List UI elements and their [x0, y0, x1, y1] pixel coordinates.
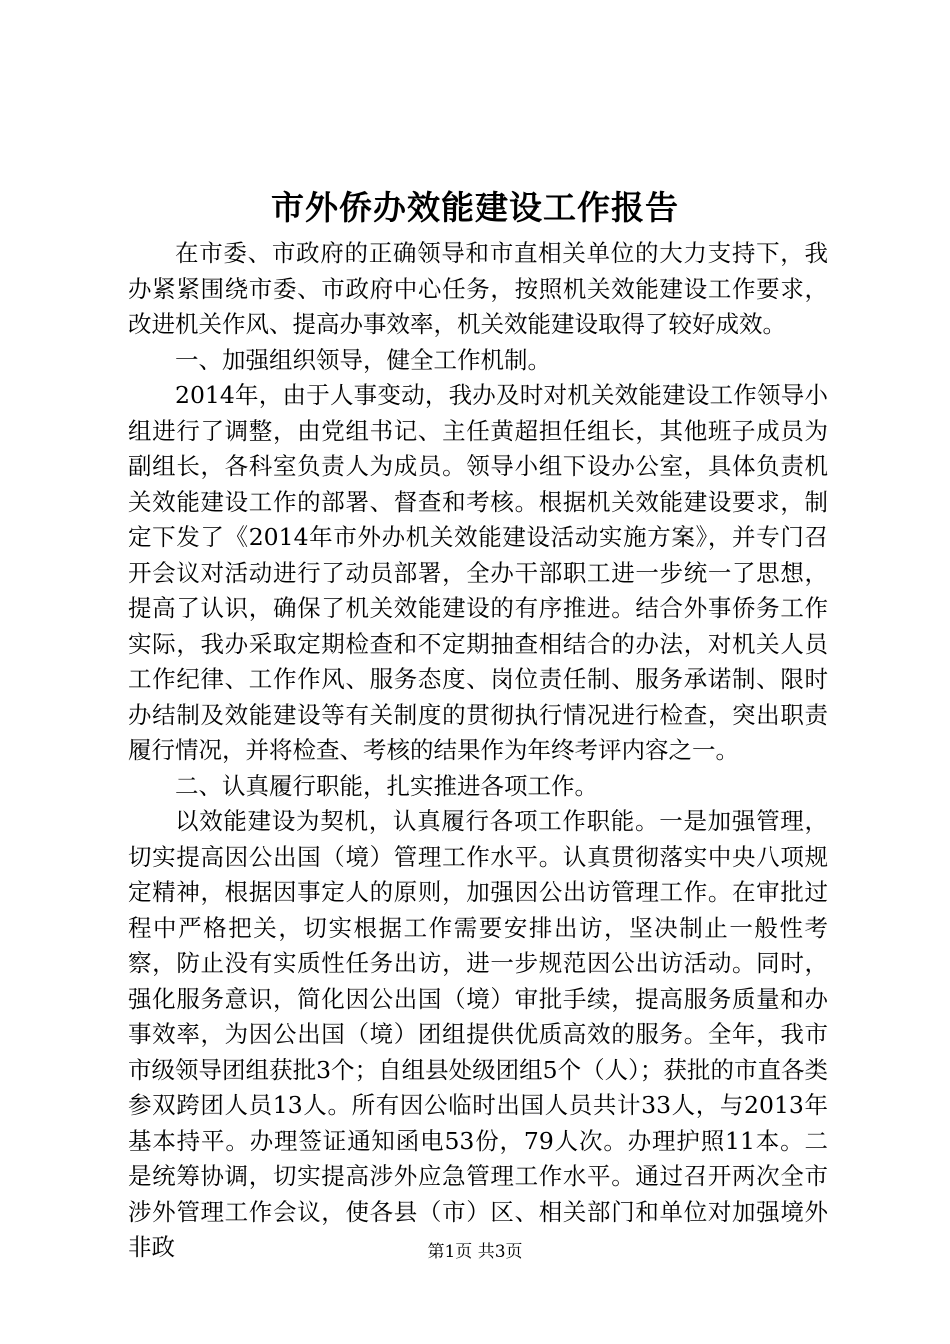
section-2-paragraph: 以效能建设为契机，认真履行各项工作职能。一是加强管理，切实提高因公出国（境）管理工作水平。认真贯彻落实中央八项规定精神，根据因事定人的原则，加强因公出访管理工作。在审批过程中严格把关，切实根据工作需要安排出访，坚决制止一般性考察，防止没有实质性任务出访，进一步规范因公出访活动。同时，强化服务意识，简化因公出国（境）审批手续，提高服务质量和办事效率，为因公出国（境）团组提供优质高效的服务。全年，我市市级领导团组获批3个；自组县处级团组5个（人）；获批的市直各类参双跨团人员13人。所有因公临时出国人员共计33人，与2013年基本持平。办理签证通知函电53份，79人次。办理护照11本。二是统筹协调，切实提高涉外应急管理工作水平。通过召开两次全市涉外管理工作会议，使各县（市）区、相关部门和单位对加强境外非政	[128, 807, 828, 1261]
document-title: 市外侨办效能建设工作报告	[271, 188, 679, 227]
document-body	[128, 236, 828, 1266]
intro-paragraph: 在市委、市政府的正确领导和市直相关单位的大力支持下，我办紧紧围绕市委、市政府中心任务，按照机关效能建设工作要求，改进机关作风、提高办事效率，机关效能建设取得了较好成效。	[128, 239, 828, 338]
section-heading-1: 一、加强组织领导，健全工作机制。	[175, 345, 551, 374]
page-number-footer: 第1页 共3页	[427, 1242, 523, 1262]
section-1-paragraph: 2014年，由于人事变动，我办及时对机关效能建设工作领导小组进行了调整，由党组书记、主任黄超担任组长，其他班子成员为副组长，各科室负责人为成员。领导小组下设办公室，具体负责机关效能建设工作的部署、督查和考核。根据机关效能建设要求，制定下发了《2014年市外办机关效能建设活动实施方案》，并专门召开会议对活动进行了动员部署，全办干部职工进一步统一了思想，提高了认识，确保了机关效能建设的有序推进。结合外事侨务工作实际，我办采取定期检查和不定期抽查相结合的办法，对机关人员工作纪律、工作作风、服务态度、岗位责任制、服务承诺制、限时办结制及效能建设等有关制度的贯彻执行情况进行检查，突出职责履行情况，并将检查、考核的结果作为年终考评内容之一。	[128, 381, 828, 764]
section-heading-2: 二、认真履行职能，扎实推进各项工作。	[175, 771, 598, 800]
